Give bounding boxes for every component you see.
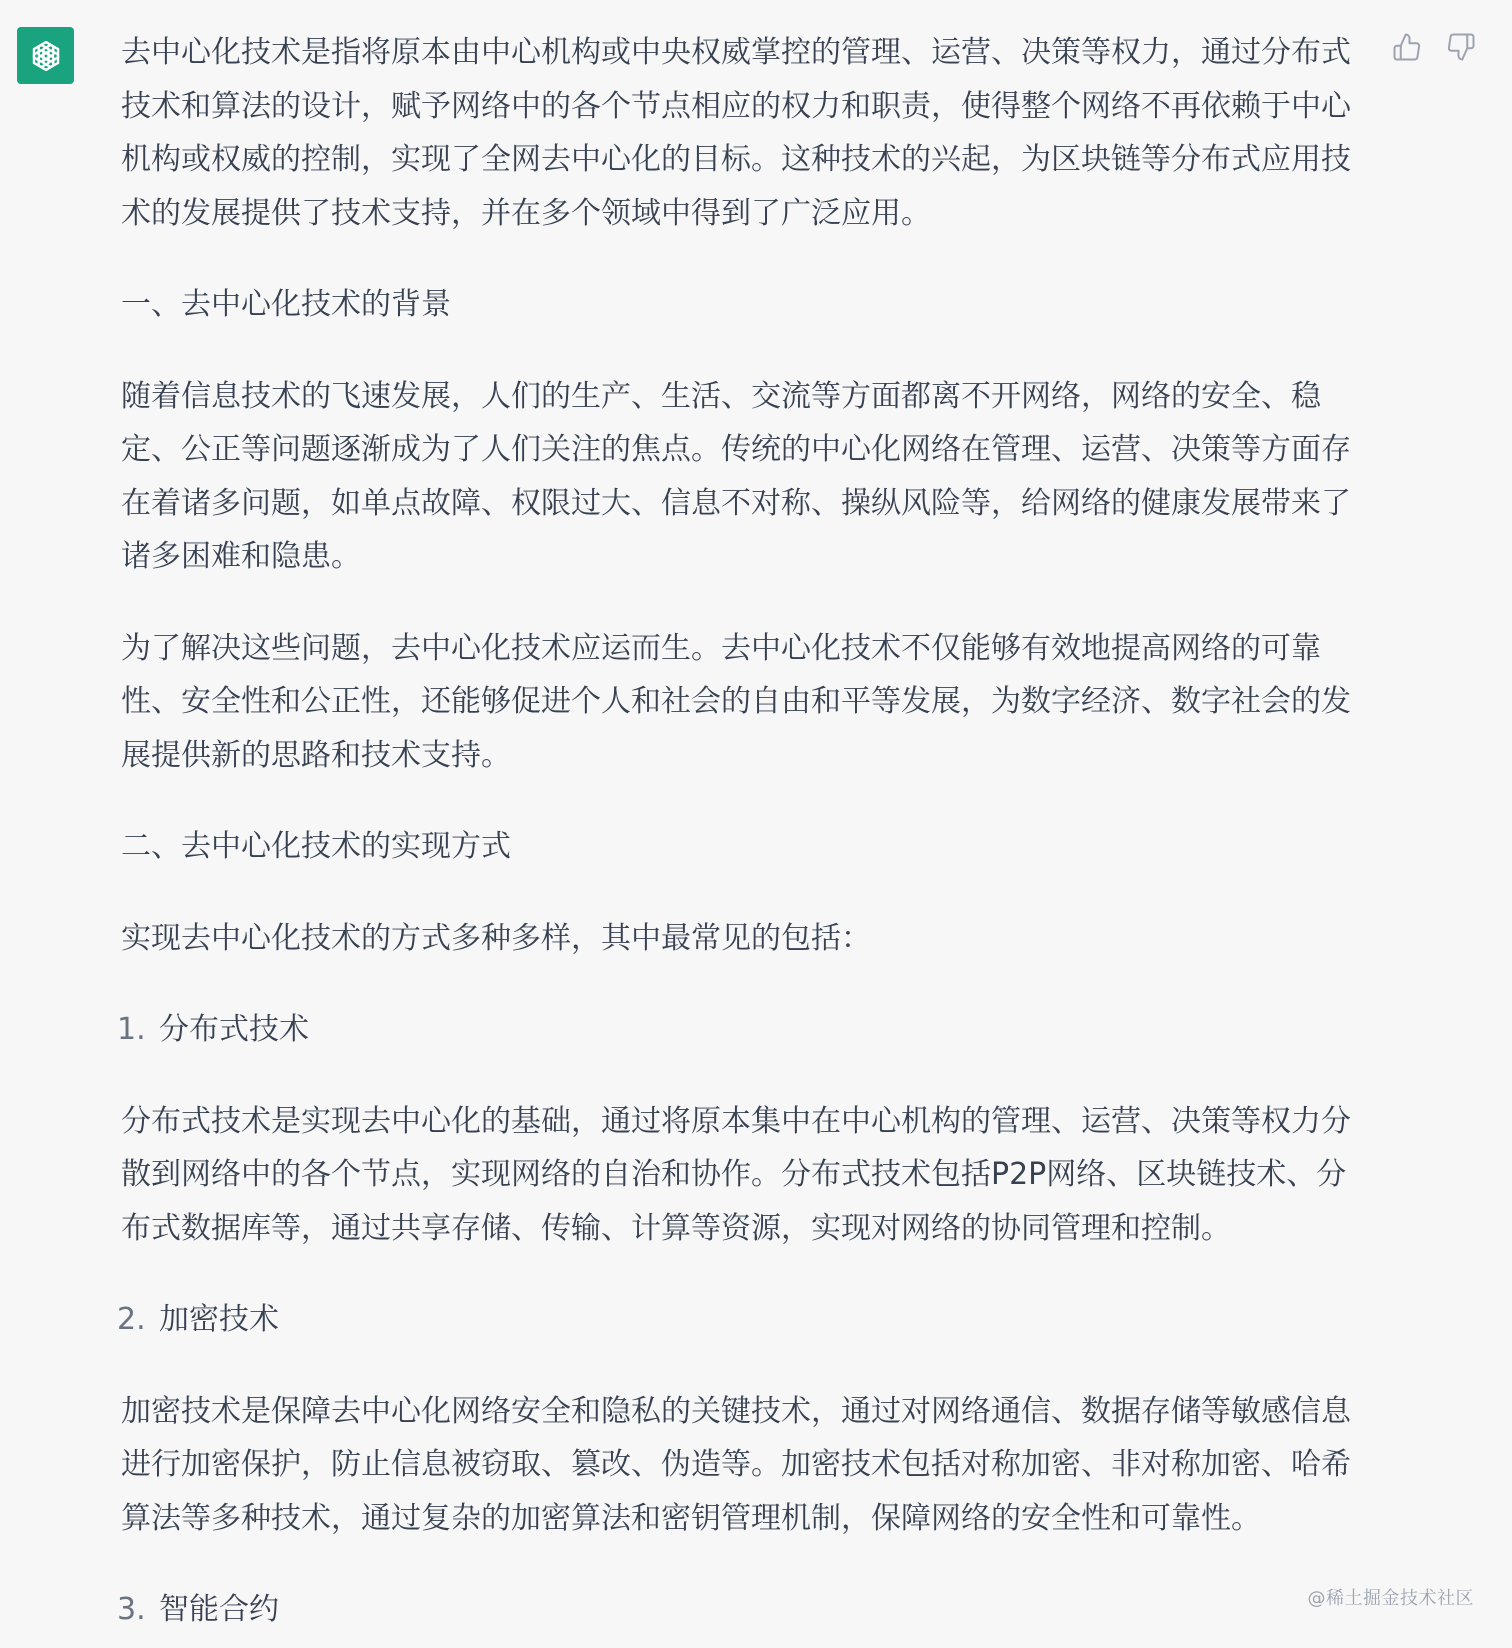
thumbs-up-button[interactable] [1392, 32, 1422, 62]
background-paragraph-1: 随着信息技术的飞速发展，人们的生产、生活、交流等方面都离不开网络，网络的安全、稳定、公正等问题逐渐成为了人们关注的焦点。传统的中心化网络在管理、运营、决策等方面存在着诸多问题，如单点故障、权限过大、信息不对称、操纵风险等，给网络的健康发展带来了诸多困难和隐患。 [121, 378, 1351, 574]
implementation-intro: 实现去中心化技术的方式多种多样，其中最常见的包括： [121, 920, 871, 956]
background-paragraph-2: 为了解决这些问题，去中心化技术应运而生。去中心化技术不仅能够有效地提高网络的可靠性、安全性和公正性，还能够促进个人和社会的自由和平等发展，为数字经济、数字社会的发展提供新的思路和技术支持。 [121, 630, 1351, 773]
section-heading-implementation: 二、去中心化技术的实现方式 [121, 829, 511, 864]
assistant-avatar [17, 27, 74, 84]
list-item-title: 智能合约 [159, 1592, 279, 1627]
watermark: @稀土掘金技术社区 [1307, 1588, 1474, 1609]
list-item [117, 1003, 1361, 1057]
list-item-title: 加密技术 [159, 1302, 279, 1337]
list-item-number: 2. [117, 1302, 146, 1337]
openai-logo-icon [27, 37, 65, 75]
list-item-number: 3. [117, 1592, 146, 1627]
list-item-number: 1. [117, 1012, 146, 1047]
feedback-buttons [1392, 32, 1476, 62]
list-item-body: 分布式技术是实现去中心化的基础，通过将原本集中在中心机构的管理、运营、决策等权力分散到网络中的各个节点，实现网络的自治和协作。分布式技术包括P2P网络、区块链技术、分布式数据库等，通过共享存储、传输、计算等资源，实现对网络的协同管理和控制。 [121, 1103, 1351, 1246]
thumbs-down-icon [1446, 32, 1476, 62]
assistant-message [117, 26, 1361, 1648]
list-item-title: 分布式技术 [159, 1012, 309, 1047]
message-intro: 去中心化技术是指将原本由中心机构或中央权威掌控的管理、运营、决策等权力，通过分布式技术和算法的设计，赋予网络中的各个节点相应的权力和职责，使得整个网络不再依赖于中心机构或权威的控制，实现了全网去中心化的目标。这种技术的兴起，为区块链等分布式应用技术的发展提供了技术支持，并在多个领域中得到了广泛应用。 [121, 35, 1351, 231]
list-item-body: 加密技术是保障去中心化网络安全和隐私的关键技术，通过对网络通信、数据存储等敏感信息进行加密保护，防止信息被窃取、篡改、伪造等。加密技术包括对称加密、非对称加密、哈希算法等多种技术，通过复杂的加密算法和密钥管理机制，保障网络的安全性和可靠性。 [121, 1393, 1351, 1536]
section-heading-background: 一、去中心化技术的背景 [121, 287, 451, 322]
thumbs-up-icon [1392, 32, 1422, 62]
list-item [117, 1583, 1361, 1637]
list-item [117, 1293, 1361, 1347]
thumbs-down-button[interactable] [1446, 32, 1476, 62]
